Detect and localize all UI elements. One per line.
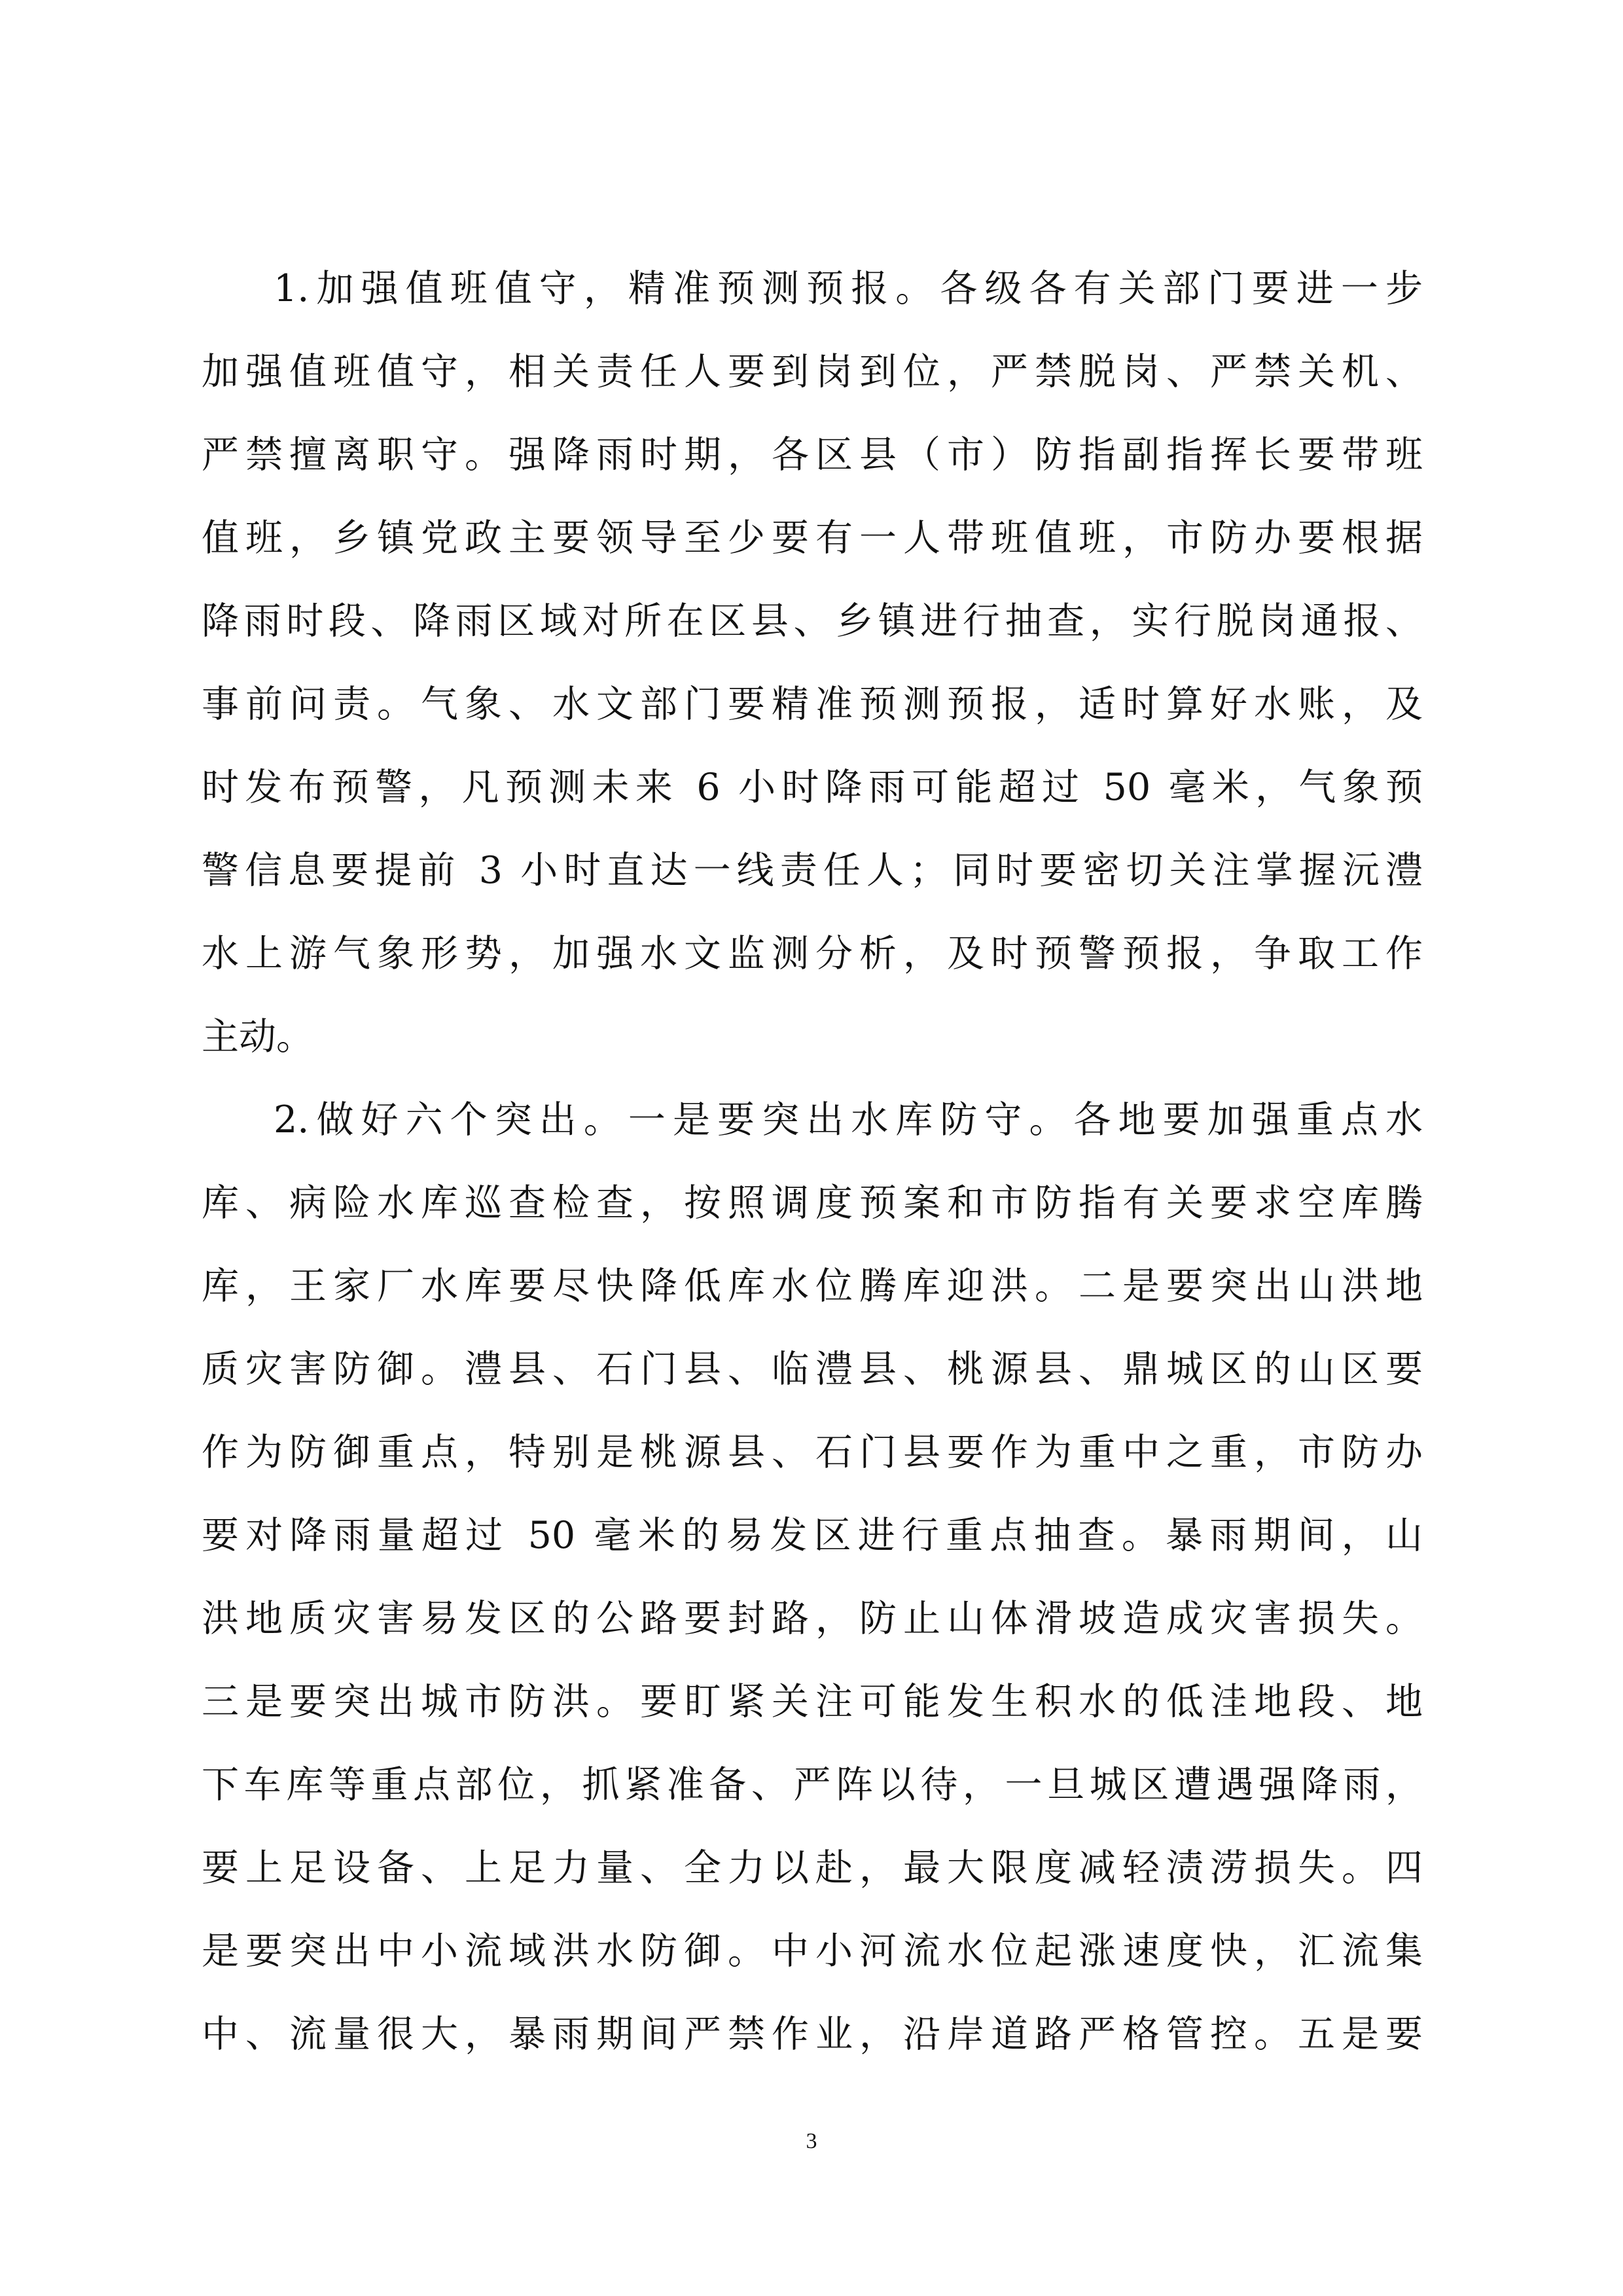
paragraph-1-line-5: 降雨时段、降雨区域对所在区县、乡镇进行抽查，实行脱岗通报、 (202, 600, 1423, 643)
paragraph-1-line-9: 水上游气象形势，加强水文监测分析，及时预警预报，争取工作 (202, 932, 1423, 975)
paragraph-2-line-12: 中、流量很大，暴雨期间严禁作业，沿岸道路严格管控。五是要 (202, 2013, 1423, 2056)
paragraph-2-line-10: 要上足设备、上足力量、全力以赴，最大限度减轻渍涝损失。四 (202, 1846, 1423, 1890)
paragraph-1-line-1: 1.加强值班值守，精准预测预报。各级各有关部门要进一步 (274, 267, 1423, 310)
paragraph-2-line-11: 是要突出中小流域洪水防御。中小河流水位起涨速度快，汇流集 (202, 1929, 1423, 1973)
paragraph-1-line-8: 警信息要提前 3 小时直达一线责任人；同时要密切关注掌握沅澧 (202, 849, 1423, 892)
paragraph-2-line-5: 作为防御重点，特别是桃源县、石门县要作为重中之重，市防办 (202, 1431, 1423, 1474)
paragraph-2-line-4: 质灾害防御。澧县、石门县、临澧县、桃源县、鼎城区的山区要 (202, 1348, 1423, 1391)
paragraph-2-line-7: 洪地质灾害易发区的公路要封路，防止山体滑坡造成灾害损失。 (202, 1597, 1423, 1640)
paragraph-1-line-10: 主动。 (202, 1015, 313, 1058)
paragraph-2-line-1: 2.做好六个突出。一是要突出水库防守。各地要加强重点水 (274, 1098, 1423, 1141)
paragraph-1-line-7: 时发布预警，凡预测未来 6 小时降雨可能超过 50 毫米，气象预 (202, 766, 1423, 809)
paragraph-1-line-2: 加强值班值守，相关责任人要到岗到位，严禁脱岗、严禁关机、 (202, 350, 1423, 393)
paragraph-1-line-6: 事前问责。气象、水文部门要精准预测预报，适时算好水账，及 (202, 683, 1423, 726)
paragraph-1-line-3: 严禁擅离职守。强降雨时期，各区县（市）防指副指挥长要带班 (202, 433, 1423, 476)
paragraph-1-line-4: 值班，乡镇党政主要领导至少要有一人带班值班，市防办要根据 (202, 516, 1423, 560)
paragraph-2-line-3: 库，王家厂水库要尽快降低库水位腾库迎洪。二是要突出山洪地 (202, 1265, 1423, 1308)
paragraph-2-line-9: 下车库等重点部位，抓紧准备、严阵以待，一旦城区遭遇强降雨， (202, 1763, 1423, 1806)
paragraph-2-line-6: 要对降雨量超过 50 毫米的易发区进行重点抽查。暴雨期间，山 (202, 1514, 1423, 1557)
page-number: 3 (806, 2129, 817, 2153)
paragraph-2-line-8: 三是要突出城市防洪。要盯紧关注可能发生积水的低洼地段、地 (202, 1680, 1423, 1723)
paragraph-2-line-2: 库、病险水库巡查检查，按照调度预案和市防指有关要求空库腾 (202, 1181, 1423, 1225)
